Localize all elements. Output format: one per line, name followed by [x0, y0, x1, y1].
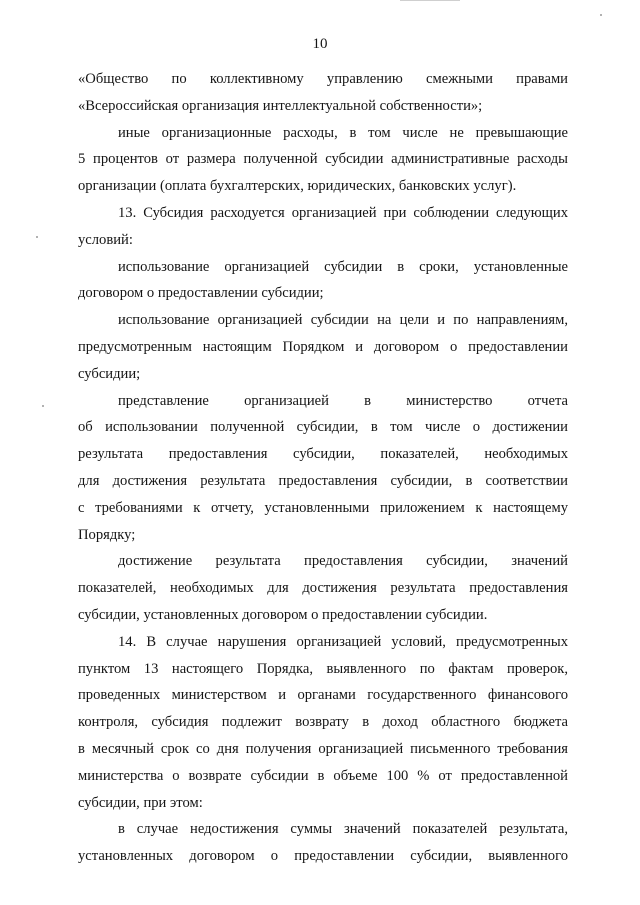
text-line: «Всероссийская организация интеллектуальной собственности»;: [78, 97, 483, 114]
text-line: 13. Субсидия расходуется организацией при соблюдении следующих: [118, 204, 568, 221]
text-line: 5 процентов от размера полученной субсидии административные расходы: [78, 151, 568, 168]
text-line: представление организацией в министерство отчета: [118, 392, 568, 409]
page-number: 10: [312, 36, 328, 52]
text-line: договором о предоставлении субсидии;: [78, 285, 324, 302]
scan-speck: [600, 14, 602, 16]
text-line: министерства о возврате субсидии в объеме 100 % от предоставленной: [78, 767, 568, 784]
scan-speck: [42, 405, 44, 407]
text-line: установленных договором о предоставлении субсидии, выявленного: [78, 848, 568, 865]
text-line: с требованиями к отчету, установленными приложением к настоящему: [78, 499, 568, 516]
text-line: иные организационные расходы, в том числе не превышающие: [118, 124, 568, 141]
scan-speck: [36, 236, 38, 238]
text-line: 14. В случае нарушения организацией условий, предусмотренных: [118, 633, 568, 650]
text-line: проведенных министерством и органами государственного финансового: [78, 687, 568, 704]
text-line: Порядку;: [78, 526, 136, 543]
text-line: в случае недостижения суммы значений показателей результата,: [118, 821, 568, 838]
text-line: для достижения результата предоставления субсидии, в соответствии: [78, 472, 568, 489]
document-body: [78, 66, 568, 870]
text-line: субсидии;: [78, 365, 141, 382]
text-line: субсидии, установленных договором о предоставлении субсидии.: [78, 606, 488, 623]
text-line: достижение результата предоставления субсидии, значений: [118, 553, 568, 570]
text-line: субсидии, при этом:: [78, 794, 203, 811]
scan-edge-mark: [400, 0, 460, 1]
text-line: показателей, необходимых для достижения результата предоставления: [78, 580, 568, 597]
text-line: результата предоставления субсидии, показателей, необходимых: [78, 446, 568, 463]
text-line: об использовании полученной субсидии, в том числе о достижении: [78, 419, 568, 436]
text-line: «Общество по коллективному управлению смежными правами: [78, 71, 568, 87]
text-line: контроля, субсидия подлежит возврату в доход областного бюджета: [78, 714, 568, 731]
text-line: в месячный срок со дня получения организацией письменного требования: [78, 740, 568, 757]
text-line: предусмотренным настоящим Порядком и договором о предоставлении: [78, 338, 568, 355]
text-line: условий:: [78, 231, 133, 248]
text-line: использование организацией субсидии на цели и по направлениям,: [118, 312, 568, 329]
text-line: использование организацией субсидии в сроки, установленные: [118, 258, 568, 275]
text-line: организации (оплата бухгалтерских, юридических, банковских услуг).: [78, 178, 517, 195]
text-line: пунктом 13 настоящего Порядка, выявленного по фактам проверок,: [78, 660, 568, 677]
